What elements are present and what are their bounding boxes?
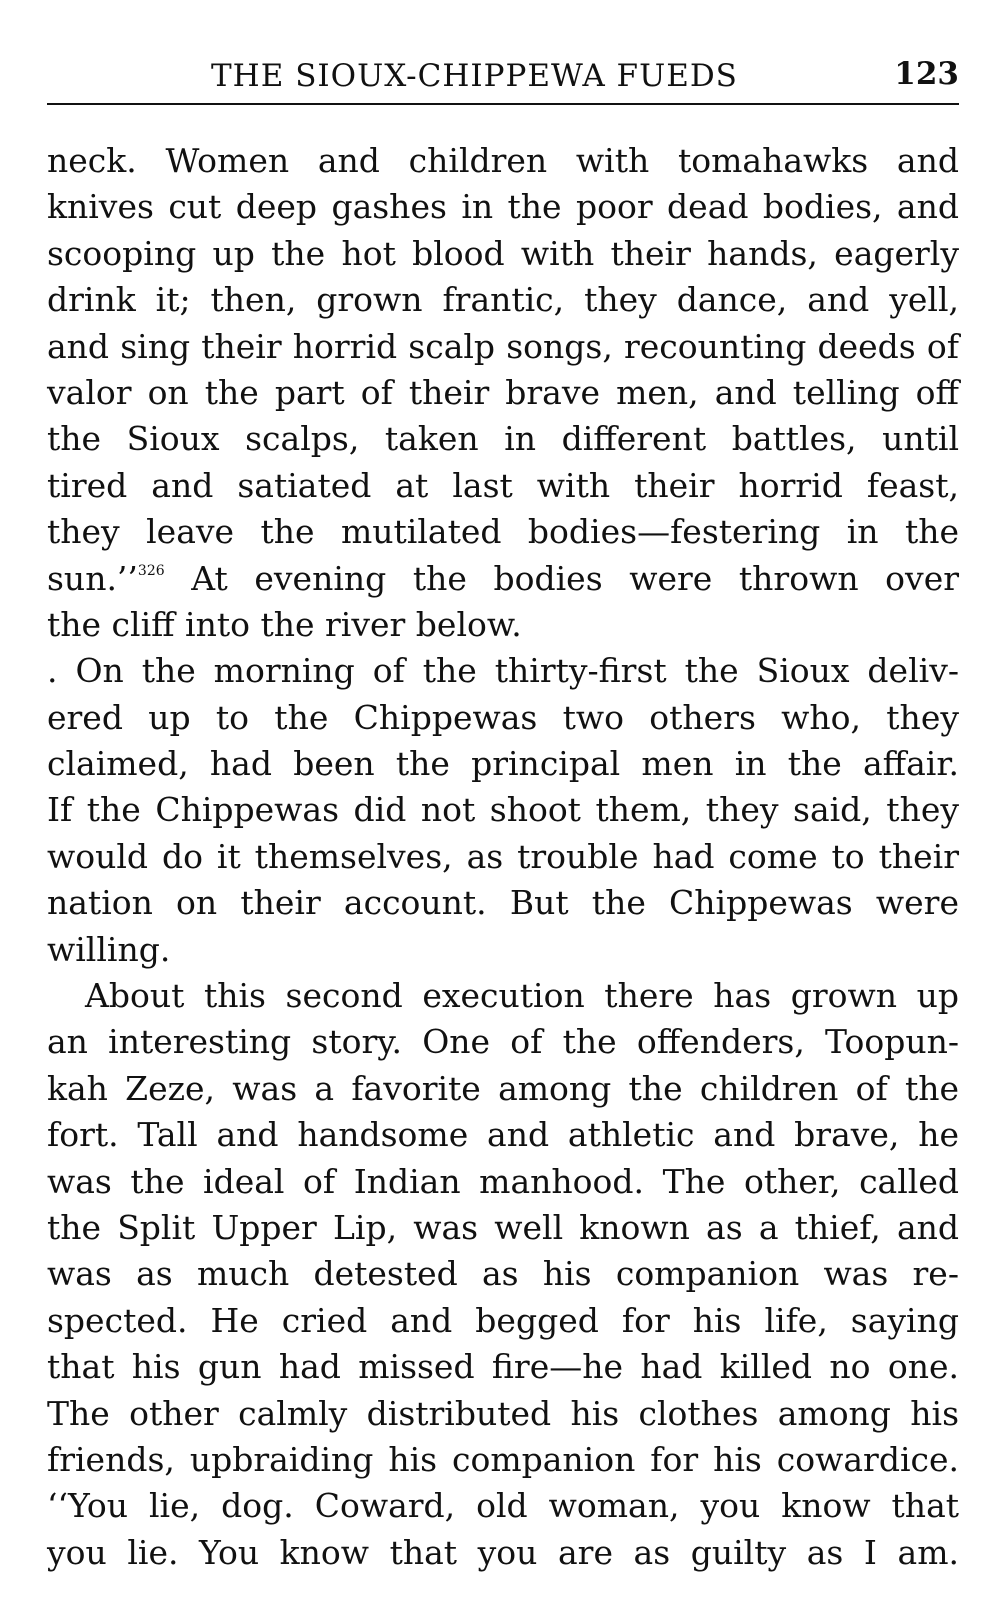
header-rule (47, 103, 959, 105)
body-text (47, 138, 959, 1576)
text-line: was as much detested as his companion was re- (47, 1254, 959, 1294)
text-line: nation on their account. But the Chippewas were (47, 883, 959, 923)
text-line: scooping up the hot blood with their hands, eagerly (47, 233, 959, 273)
text-line: valor on the part of their brave men, and telling off (47, 372, 959, 412)
text-line: friends, upbraiding his companion for his cowardice. (47, 1439, 959, 1479)
text-line: knives cut deep gashes in the poor dead bodies, and (47, 187, 959, 227)
text-line: The other calmly distributed his clothes among his (47, 1393, 959, 1433)
text-line: kah Zeze, was a favorite among the children of the (47, 1068, 959, 1108)
text-line: ered up to the Chippewas two others who, they (47, 697, 959, 737)
text-line: the Split Upper Lip, was well known as a thief, and (47, 1207, 959, 1247)
text-line: spected. He cried and begged for his life, saying (47, 1300, 959, 1340)
text-line: they leave the mutilated bodies—festering in the (47, 512, 959, 552)
text-line: the cliff into the river below. (47, 604, 522, 644)
text-line: the Sioux scalps, taken in different battles, until (47, 419, 959, 459)
running-title: THE SIOUX-CHIPPEWA FUEDS (211, 58, 738, 94)
text-line: . On the morning of the thirty-first the Sioux deliv- (47, 651, 959, 691)
text-line: you lie. You know that you are as guilty as I am. (47, 1532, 959, 1572)
text-line: an interesting story. One of the offenders, Toopun- (47, 1022, 959, 1062)
text-line: neck. Women and children with tomahawks and (47, 141, 959, 180)
text-line: willing. (47, 929, 171, 969)
footnote-line-start: sun.’’ (47, 558, 138, 598)
text-line: claimed, had been the principal men in the affair. (47, 744, 959, 784)
text-line: that his gun had missed fire—he had killed no one. (47, 1347, 959, 1387)
text-line: would do it themselves, as trouble had come to their (47, 836, 959, 876)
text-line-with-footnote (47, 556, 959, 602)
page-number: 123 (894, 56, 959, 92)
text-line: About this second execution there has grown up (85, 976, 959, 1016)
text-line: ‘‘You lie, dog. Coward, old woman, you know that (47, 1486, 959, 1526)
paragraph-3 (47, 973, 959, 1576)
text-line: drink it; then, grown frantic, they dance, and yell, (47, 280, 959, 320)
footnote-line-end: At evening the bodies were thrown over (191, 558, 959, 598)
text-line: was the ideal of Indian manhood. The other, called (47, 1161, 959, 1201)
running-head (47, 52, 959, 96)
text-line: fort. Tall and handsome and athletic and brave, he (47, 1115, 959, 1155)
text-line: If the Chippewas did not shoot them, they said, they (47, 790, 959, 830)
paragraph-1 (47, 138, 959, 648)
paragraph-2 (47, 648, 959, 973)
text-line: tired and satiated at last with their horrid feast, (47, 465, 959, 505)
text-line: and sing their horrid scalp songs, recounting deeds of (47, 326, 959, 366)
footnote-marker: 326 (137, 562, 165, 579)
